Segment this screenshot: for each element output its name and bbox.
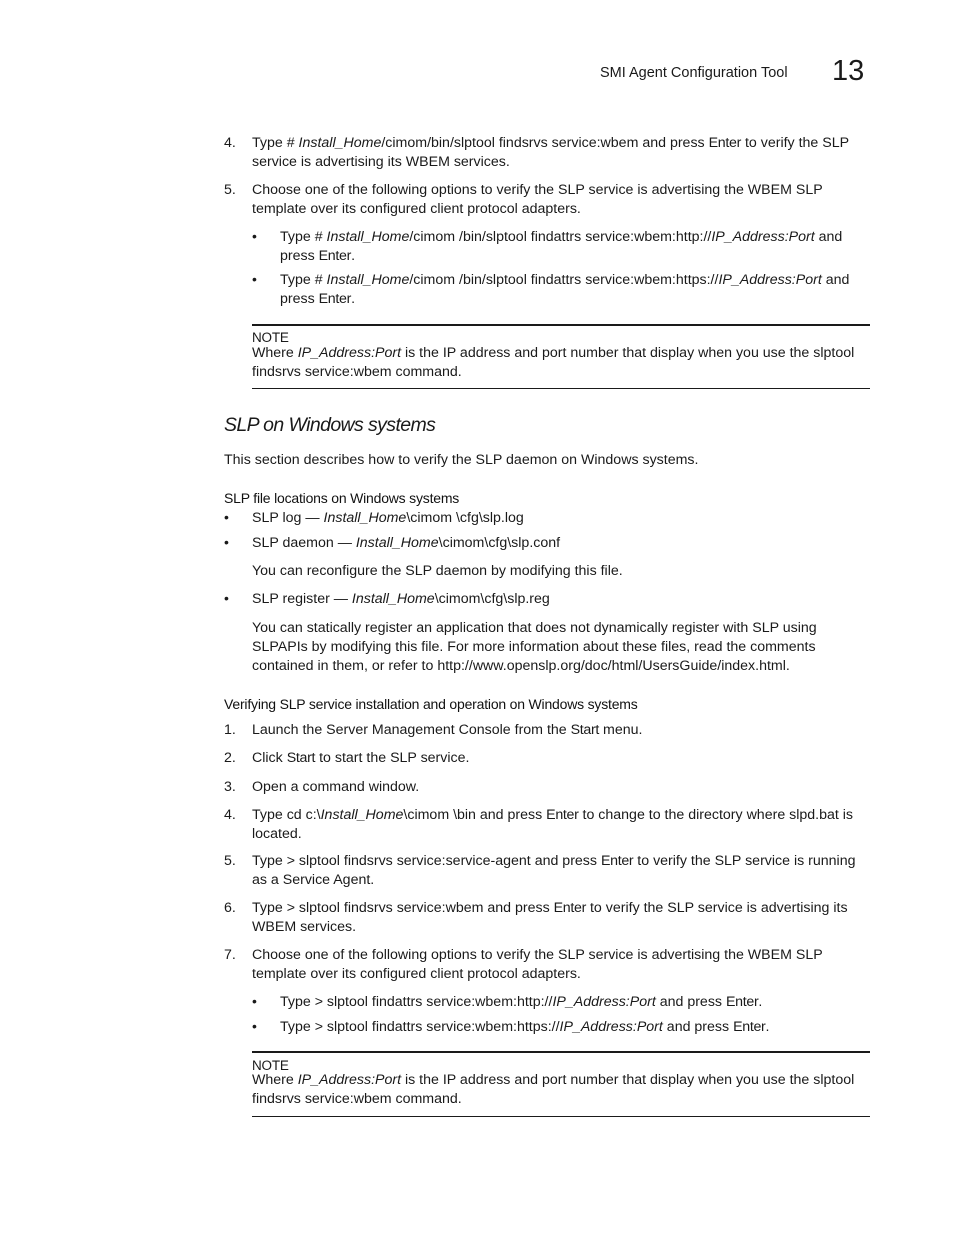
note-body: [252, 344, 862, 382]
file-location-item: [224, 509, 864, 528]
verify-heading: Verifying SLP service installation and operation on Windows systems: [224, 696, 638, 712]
text-run: Where: [252, 345, 298, 361]
text-run: Type #: [280, 272, 327, 288]
ui-term: Enter: [725, 994, 759, 1010]
step-number: 6.: [224, 900, 236, 916]
file-location-text: [252, 590, 864, 609]
italic-term: Install_Home: [326, 229, 410, 245]
text-run: Type > slptool findattrs service:wbem:https://: [280, 1019, 560, 1035]
italic-term: Install_Home: [320, 807, 404, 823]
verify-step: [224, 721, 874, 740]
verify-step: [224, 946, 874, 984]
step-text: [252, 134, 874, 172]
text-run: is the IP address and port number that display when you use the slptool findsrvs service:wbem command.: [252, 1072, 855, 1107]
ui-term: Start: [286, 750, 316, 766]
italic-term: Install_Home: [323, 510, 407, 526]
italic-term: Install_Home: [355, 535, 439, 551]
step-item: [224, 181, 874, 219]
daemon-note: You can reconfigure the SLP daemon by modifying this file.: [252, 563, 623, 579]
step-number: 1.: [224, 722, 236, 738]
ui-term: Enter: [318, 248, 352, 264]
step-number: 5.: [224, 182, 236, 198]
text-run: Click: [252, 750, 287, 766]
note-bottom-rule: [252, 1116, 870, 1117]
step-text: [252, 181, 874, 219]
verify-step: [224, 852, 874, 890]
text-run: to change to the directory where slpd.bat is located.: [252, 807, 854, 842]
text-run: SLP log —: [252, 510, 324, 526]
text-run: to verify the SLP service is running as a Service Agent.: [252, 853, 856, 888]
ui-term: Enter: [600, 853, 634, 869]
bullet-icon: •: [252, 228, 257, 244]
step-text: [252, 899, 874, 937]
text-run: \cimom \bin and press: [403, 807, 547, 823]
text-run: Type > slptool findsrvs service:wbem and press: [252, 900, 554, 916]
bullet-icon: •: [224, 534, 229, 550]
text-run: .: [758, 994, 763, 1010]
text-run: Choose one of the following options to verify the SLP service is advertising the WBEM SLP template over its configured client protocol adapters.: [252, 947, 823, 982]
step-number: 7.: [224, 947, 236, 963]
bullet-icon: •: [224, 590, 229, 606]
text-run: Choose one of the following options to verify the SLP service is advertising the WBEM SLP template over its configured client protocol adapters.: [252, 182, 823, 217]
ui-term: Enter: [546, 807, 579, 823]
ui-term: Start: [570, 722, 600, 738]
text-run: to verify the SLP service is advertising its WBEM services.: [252, 135, 849, 170]
register-note: You can statically register an application that does not dynamically register with SLP using SLPAPIs by modifying this file. For more information about these files, read the comments contained in them, or refer to http://www.openslp.org/doc/html/UsersGuide/index.html.: [252, 620, 817, 674]
bullet-icon: •: [252, 271, 257, 287]
ui-term: Enter: [318, 291, 352, 307]
italic-term: Install_Home: [326, 272, 410, 288]
text-run: is the IP address and port number that display when you use the slptool findsrvs service:wbem command.: [252, 345, 855, 380]
text-run: and press: [662, 1019, 734, 1035]
text-run: .: [351, 248, 356, 264]
text-run: /cimom /bin/slptool findattrs service:wbem:http://: [409, 229, 712, 245]
step-text: [252, 946, 874, 984]
bullet-icon: •: [252, 993, 257, 1009]
step-number: 4.: [224, 135, 236, 151]
text-run: menu.: [599, 722, 643, 738]
text-run: .: [351, 291, 356, 307]
italic-term: IP_Address:Port: [718, 272, 822, 288]
step-number: 3.: [224, 779, 236, 795]
option-text: [280, 993, 872, 1012]
verify-step: [224, 899, 874, 937]
text-run: Launch the Server Management Console from the: [252, 722, 571, 738]
verify-step: [224, 806, 874, 844]
text-run: Open a command window.: [252, 779, 420, 795]
text-run: Where: [252, 1072, 298, 1088]
file-locations-heading: SLP file locations on Windows systems: [224, 490, 460, 506]
file-location-item: [224, 534, 864, 553]
bullet-icon: •: [252, 1018, 257, 1034]
section-title: SLP on Windows systems: [224, 414, 436, 436]
file-location-text: [252, 509, 864, 528]
italic-term: Install_Home: [351, 591, 435, 607]
text-run: SLP register —: [252, 591, 352, 607]
note-body: [252, 1071, 862, 1109]
note-bottom-rule: [252, 388, 870, 389]
note-top-rule: [252, 324, 870, 326]
text-run: SLP daemon —: [252, 535, 356, 551]
ui-term: Enter: [708, 135, 742, 151]
text-run: and press: [280, 229, 843, 264]
text-run: Type > slptool findsrvs service:service-agent and press: [252, 853, 601, 869]
chapter-number: 13: [832, 55, 865, 87]
verify-step: [224, 778, 874, 797]
step-text: [252, 806, 874, 844]
note-top-rule: [252, 1051, 870, 1053]
italic-term: IP_Address:Port: [559, 1019, 663, 1035]
option-item: [252, 1018, 872, 1037]
option-item: [252, 271, 872, 309]
file-location-item: [224, 590, 864, 609]
step-text: [252, 749, 874, 768]
step-item: [224, 134, 874, 172]
text-run: and press: [655, 994, 726, 1010]
text-run: to start the SLP service.: [315, 750, 470, 766]
option-text: [280, 228, 872, 266]
text-run: \cimom\cfg\slp.conf: [438, 535, 561, 551]
option-item: [252, 228, 872, 266]
ui-term: Enter: [733, 1019, 766, 1035]
italic-term: Install_Home: [298, 135, 382, 151]
option-text: [280, 1018, 872, 1037]
italic-term: IP_Address:Port: [711, 229, 815, 245]
text-run: /cimom/bin/slptool findsrvs service:wbem and press: [381, 135, 709, 151]
note-label: NOTE: [252, 1058, 289, 1073]
step-number: 2.: [224, 750, 236, 766]
file-location-text: [252, 534, 864, 553]
step-text: [252, 721, 874, 740]
chapter-title: SMI Agent Configuration Tool: [600, 65, 788, 81]
text-run: Type > slptool findattrs service:wbem:http://: [280, 994, 553, 1010]
verify-step: [224, 749, 874, 768]
step-number: 4.: [224, 807, 236, 823]
step-text: [252, 778, 874, 797]
text-run: .: [765, 1019, 770, 1035]
text-run: \cimom\cfg\slp.reg: [434, 591, 550, 607]
ui-term: Enter: [553, 900, 587, 916]
text-run: and press: [280, 272, 850, 307]
italic-term: IP_Address:Port: [552, 994, 656, 1010]
text-run: Type #: [252, 135, 299, 151]
text-run: Type #: [280, 229, 327, 245]
step-text: [252, 852, 874, 890]
bullet-icon: •: [224, 509, 229, 525]
text-run: \cimom \cfg\slp.log: [406, 510, 524, 526]
text-run: Type cd c:\: [252, 807, 321, 823]
italic-term: IP_Address:Port: [297, 1072, 402, 1088]
step-number: 5.: [224, 853, 236, 869]
section-intro: This section describes how to verify the SLP daemon on Windows systems.: [224, 452, 699, 468]
option-text: [280, 271, 872, 309]
note-label: NOTE: [252, 330, 289, 345]
option-item: [252, 993, 872, 1012]
text-run: /cimom /bin/slptool findattrs service:wbem:https://: [409, 272, 719, 288]
text-run: to verify the SLP service is advertising its WBEM services.: [252, 900, 848, 935]
italic-term: IP_Address:Port: [297, 345, 402, 361]
